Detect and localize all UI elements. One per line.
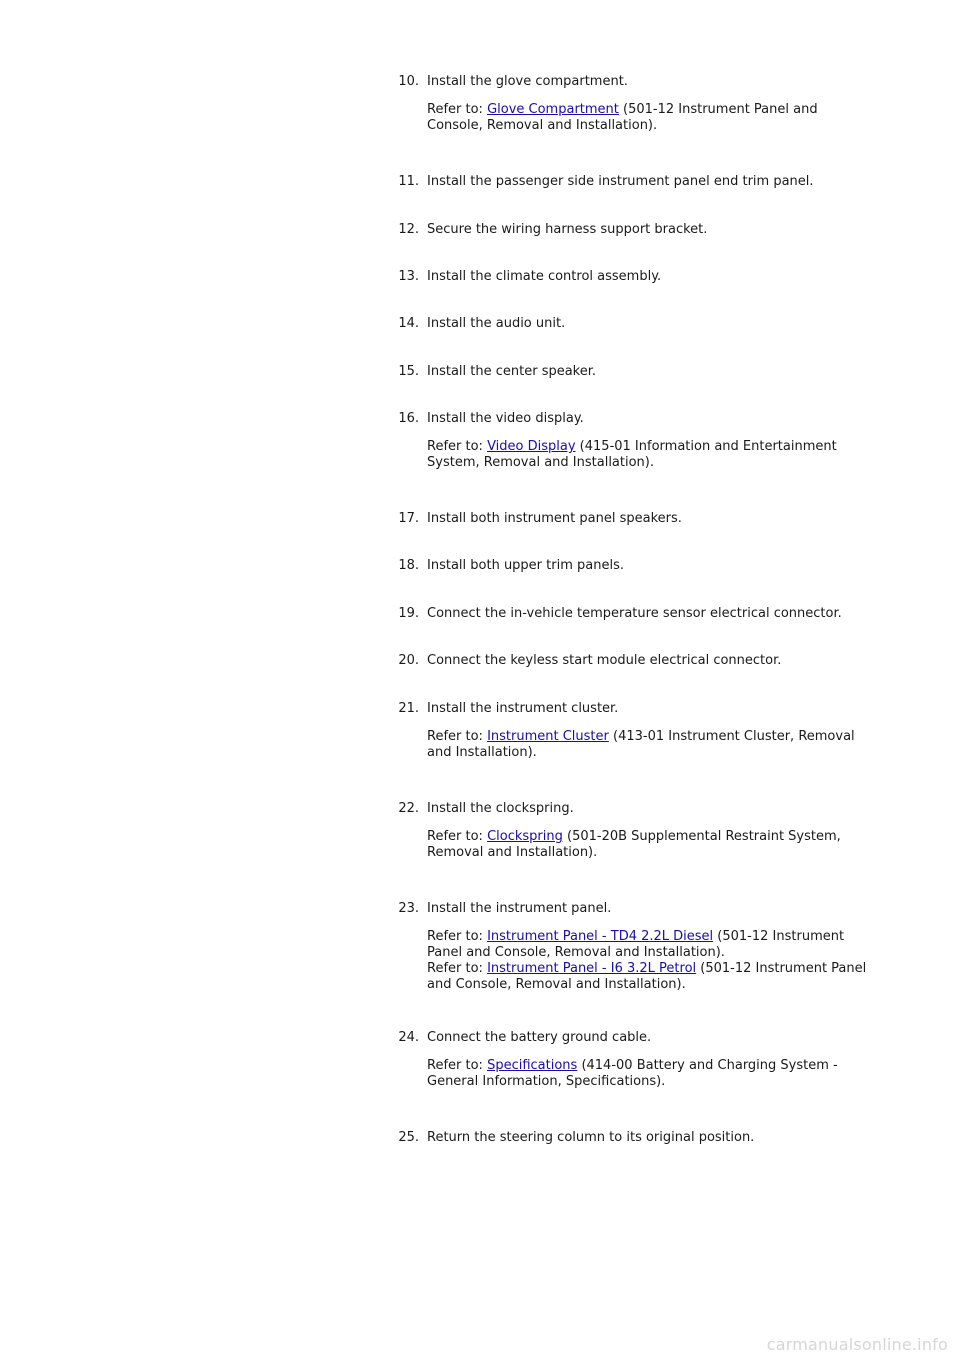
step-text: Connect the battery ground cable. [427,1030,652,1045]
reference-line [427,961,897,977]
reference-line [427,439,897,455]
step-body [427,800,897,861]
reference-detail-continued: Panel and Console, Removal and Installation). [427,945,725,960]
refer-to-label: Refer to: [427,439,488,454]
step-references [427,1058,897,1090]
step-body [427,268,897,285]
step-text: Return the steering column to its original position. [427,1130,755,1145]
reference-line [427,729,897,745]
reference-detail: (501-12 Instrument Panel and [618,102,818,117]
reference-link[interactable]: Clockspring [487,829,563,844]
reference-link[interactable]: Instrument Panel - I6 3.2L Petrol [487,961,697,976]
step-text: Install the video display. [427,411,584,426]
step-number: 16. [398,411,419,426]
step-text: Connect the in-vehicle temperature sensor electrical connector. [427,606,842,621]
step-number: 11. [398,174,419,189]
step-number: 19. [398,606,419,621]
step-body [427,557,897,574]
step-number: 13. [398,269,419,284]
step-references [427,439,897,471]
refer-to-label: Refer to: [427,829,488,844]
reference-detail: (414-00 Battery and Charging System - [577,1058,838,1073]
step-number: 21. [398,701,419,716]
reference-detail-continued: Removal and Installation). [427,845,598,860]
step-body [427,510,897,527]
step-body [427,1129,897,1146]
step-body [427,221,897,238]
step-body [427,173,897,190]
refer-to-label: Refer to: [427,961,488,976]
step-text: Install the audio unit. [427,316,566,331]
step-text: Install both upper trim panels. [427,558,624,573]
step-text: Install both instrument panel speakers. [427,511,682,526]
refer-to-label: Refer to: [427,729,488,744]
reference-link[interactable]: Video Display [487,439,576,454]
step-body [427,605,897,622]
reference-detail: (501-12 Instrument [713,929,845,944]
reference-detail: (501-20B Supplemental Restraint System, [562,829,841,844]
step-text: Install the center speaker. [427,364,597,379]
reference-link[interactable]: Instrument Panel - TD4 2.2L Diesel [487,929,714,944]
step-body [427,363,897,380]
step-number: 18. [398,558,419,573]
step-number: 20. [398,653,419,668]
step-text: Install the instrument cluster. [427,701,619,716]
step-body [427,73,897,134]
step-references [427,829,897,861]
reference-line [427,829,897,845]
refer-to-label: Refer to: [427,102,488,117]
reference-detail-continued: General Information, Specifications). [427,1074,666,1089]
step-text: Install the passenger side instrument panel end trim panel. [427,174,814,189]
step-number: 10. [398,74,419,89]
step-references [427,729,897,761]
reference-detail: (501-12 Instrument Panel [696,961,867,976]
step-text: Install the glove compartment. [427,74,628,89]
step-number: 17. [398,511,419,526]
step-number: 24. [398,1030,419,1045]
step-text: Secure the wiring harness support bracket. [427,222,708,237]
step-body [427,410,897,471]
watermark: carmanualsonline.info [766,1335,948,1354]
step-body [427,1029,897,1090]
step-text: Connect the keyless start module electrical connector. [427,653,782,668]
reference-detail-continued: and Installation). [427,745,537,760]
refer-to-label: Refer to: [427,929,488,944]
step-number: 22. [398,801,419,816]
step-body [427,700,897,761]
reference-detail-continued: System, Removal and Installation). [427,455,655,470]
step-number: 14. [398,316,419,331]
step-references [427,102,897,134]
reference-link[interactable]: Instrument Cluster [487,729,609,744]
step-body [427,900,897,993]
reference-link[interactable]: Specifications [487,1058,578,1073]
step-number: 23. [398,901,419,916]
step-number: 12. [398,222,419,237]
refer-to-label: Refer to: [427,1058,488,1073]
step-text: Install the climate control assembly. [427,269,662,284]
step-body [427,315,897,332]
reference-detail: (413-01 Instrument Cluster, Removal [608,729,855,744]
step-number: 15. [398,364,419,379]
reference-line [427,1058,897,1074]
step-body [427,652,897,669]
reference-line [427,102,897,118]
reference-link[interactable]: Glove Compartment [487,102,619,117]
step-references [427,929,897,993]
reference-detail: (415-01 Information and Entertainment [575,439,837,454]
reference-line [427,929,897,945]
step-number: 25. [398,1130,419,1145]
reference-detail-continued: and Console, Removal and Installation). [427,977,686,992]
reference-detail-continued: Console, Removal and Installation). [427,118,658,133]
step-text: Install the instrument panel. [427,901,612,916]
step-text: Install the clockspring. [427,801,574,816]
